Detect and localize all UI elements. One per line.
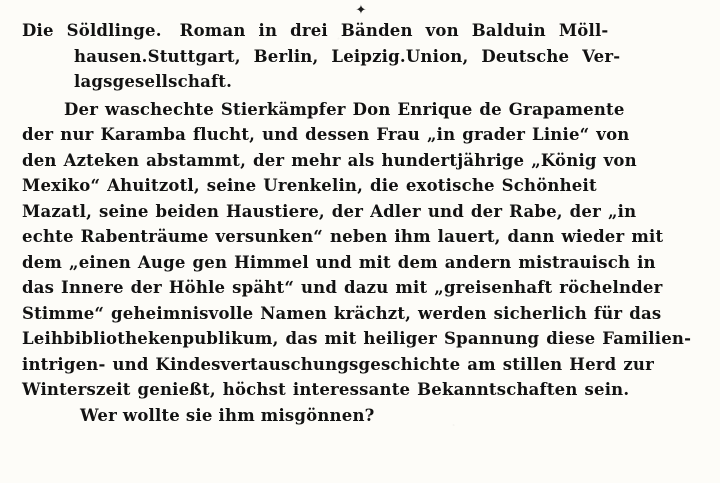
heading-block: [22, 18, 702, 95]
work-title: Die Söldlinge.: [22, 21, 162, 40]
body-line: Mazatl, seine beiden Haustiere, der Adler und der Rabe, der „in: [22, 201, 637, 221]
publisher-continuation: lagsgesellschaft.: [74, 72, 233, 91]
body-line: Leihbibliothekenpublikum, das mit heiliger Spannung diese Familien-: [22, 329, 692, 348]
author-continuation: hausen.: [74, 46, 148, 66]
body-line: Mexiko“ Ahuitzotl, seine Urenkelin, die exotische Schönheit: [22, 176, 597, 195]
heading-line-3: [22, 69, 702, 95]
body-line: Winterszeit genießt, höchst interessante Bekanntschaften sein.: [22, 380, 630, 399]
heading-line-1: [22, 18, 702, 44]
body-line: Der waschechte Stierkämpfer Don Enrique de Grapamente: [64, 99, 625, 119]
heading-line-2: [22, 44, 702, 70]
publication-places: Stuttgart, Berlin, Leipzig.: [147, 46, 406, 66]
body-line: der nur Karamba flucht, und dessen Frau „in grader Linie“ von: [22, 125, 630, 144]
body-line: den Azteken abstammt, der mehr als hundertjährige „König von: [22, 150, 637, 170]
body-line: dem „einen Auge gen Himmel und mit dem andern mistrauisch in: [22, 252, 656, 272]
body-text: [22, 97, 702, 429]
body-line: Stimme“ geheimnisvolle Namen krächzt, werden sicherlich für das: [22, 303, 662, 323]
ornament-divider: ✦: [355, 3, 369, 18]
closing-line: Wer wollte sie ihm misgönnen?: [80, 405, 375, 425]
body-line: das Innere der Höhle späht“ und dazu mit „greisenhaft röchelnder: [22, 278, 663, 297]
body-line: intrigen- und Kindesvertauschungsgeschichte am stillen Herd zur: [22, 354, 655, 374]
publisher-name: Union, Deutsche Ver-: [405, 46, 621, 66]
body-line: echte Rabenträume versunken“ neben ihm lauert, dann wieder mit: [22, 227, 664, 246]
work-subtitle: Roman in drei Bänden von Balduin Möll-: [179, 21, 609, 40]
